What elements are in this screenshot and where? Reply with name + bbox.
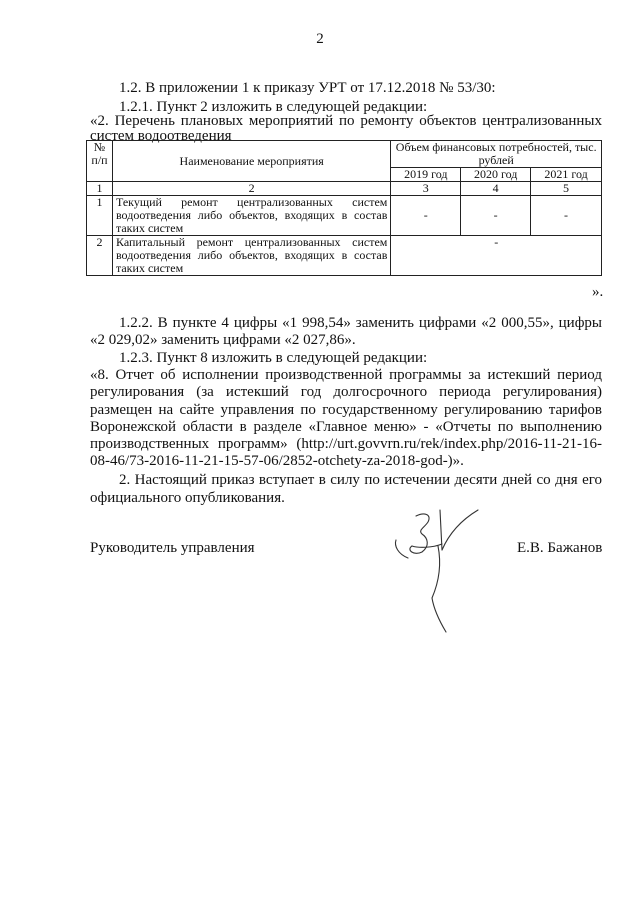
quote-8-line: «8. Отчет об исполнении производственной программы за истекший период — [90, 367, 602, 383]
row-value-2021: - — [531, 196, 602, 236]
section-2-line-2: официального опубликования. — [90, 490, 285, 506]
row-name: Капитальный ремонт централизованных систем водоотведения либо объектов, входящих в состав таких систем — [112, 236, 390, 276]
quote-8-line: Воронежской области в разделе «Главное меню» - «Отчеты по выполнению — [90, 419, 602, 435]
page-number: 2 — [316, 31, 324, 47]
section-1-2-1: 1.2.1. Пункт 2 изложить в следующей редакции: — [119, 99, 428, 115]
quote-2-line-2: систем водоотведения — [90, 128, 232, 144]
header-year-2021: 2021 год — [531, 168, 602, 182]
quote-8-line: размещен на сайте управления по государственному регулированию тарифов — [90, 402, 602, 418]
index-cell: 5 — [531, 182, 602, 196]
header-num: № п/п — [87, 141, 113, 182]
repair-plan-table — [86, 140, 602, 276]
section-1-2: 1.2. В приложении 1 к приказу УРТ от 17.12.2018 № 53/30: — [119, 80, 496, 96]
handwritten-signature — [392, 506, 502, 636]
quote-2-line-1: «2. Перечень плановых мероприятий по ремонту объектов централизованных — [90, 113, 602, 129]
row-num: 1 — [87, 196, 113, 236]
row-name: Текущий ремонт централизованных систем водоотведения либо объектов, входящих в состав таких систем — [112, 196, 390, 236]
signer-title: Руководитель управления — [90, 540, 255, 556]
row-value-2019: - — [391, 196, 461, 236]
section-2-line-1: 2. Настоящий приказ вступает в силу по истечении десяти дней со дня его — [119, 472, 602, 488]
index-cell: 4 — [461, 182, 531, 196]
signer-name: Е.В. Бажанов — [517, 540, 603, 556]
header-finance: Объем финансовых потребностей, тыс. рублей — [391, 141, 602, 168]
quote-8-line: производственных программ» (http://urt.govvrn.ru/rek/index.php/2016-11-21-16- — [90, 436, 602, 452]
header-year-2019: 2019 год — [391, 168, 461, 182]
row-value-merged: - — [391, 236, 602, 276]
index-cell: 1 — [87, 182, 113, 196]
section-1-2-2-line-1: 1.2.2. В пункте 4 цифры «1 998,54» заменить цифрами «2 000,55», цифры — [119, 315, 602, 331]
section-1-2-3: 1.2.3. Пункт 8 изложить в следующей редакции: — [119, 350, 428, 366]
index-row — [87, 182, 602, 196]
row-value-2020: - — [461, 196, 531, 236]
quote-8-line: регулирования (за истекший год долгосрочного периода регулирования) — [90, 384, 602, 400]
header-year-2020: 2020 год — [461, 168, 531, 182]
table-row — [87, 236, 602, 276]
header-name: Наименование мероприятия — [112, 141, 390, 182]
index-cell: 2 — [112, 182, 390, 196]
table-row — [87, 196, 602, 236]
section-1-2-2-line-2: «2 029,02» заменить цифрами «2 027,86». — [90, 332, 356, 348]
close-quote: ». — [592, 284, 604, 300]
row-num: 2 — [87, 236, 113, 276]
index-cell: 3 — [391, 182, 461, 196]
quote-8-line: 08-46/73-2016-11-21-15-57-06/2852-otchety-za-2018-god-)». — [90, 453, 464, 469]
